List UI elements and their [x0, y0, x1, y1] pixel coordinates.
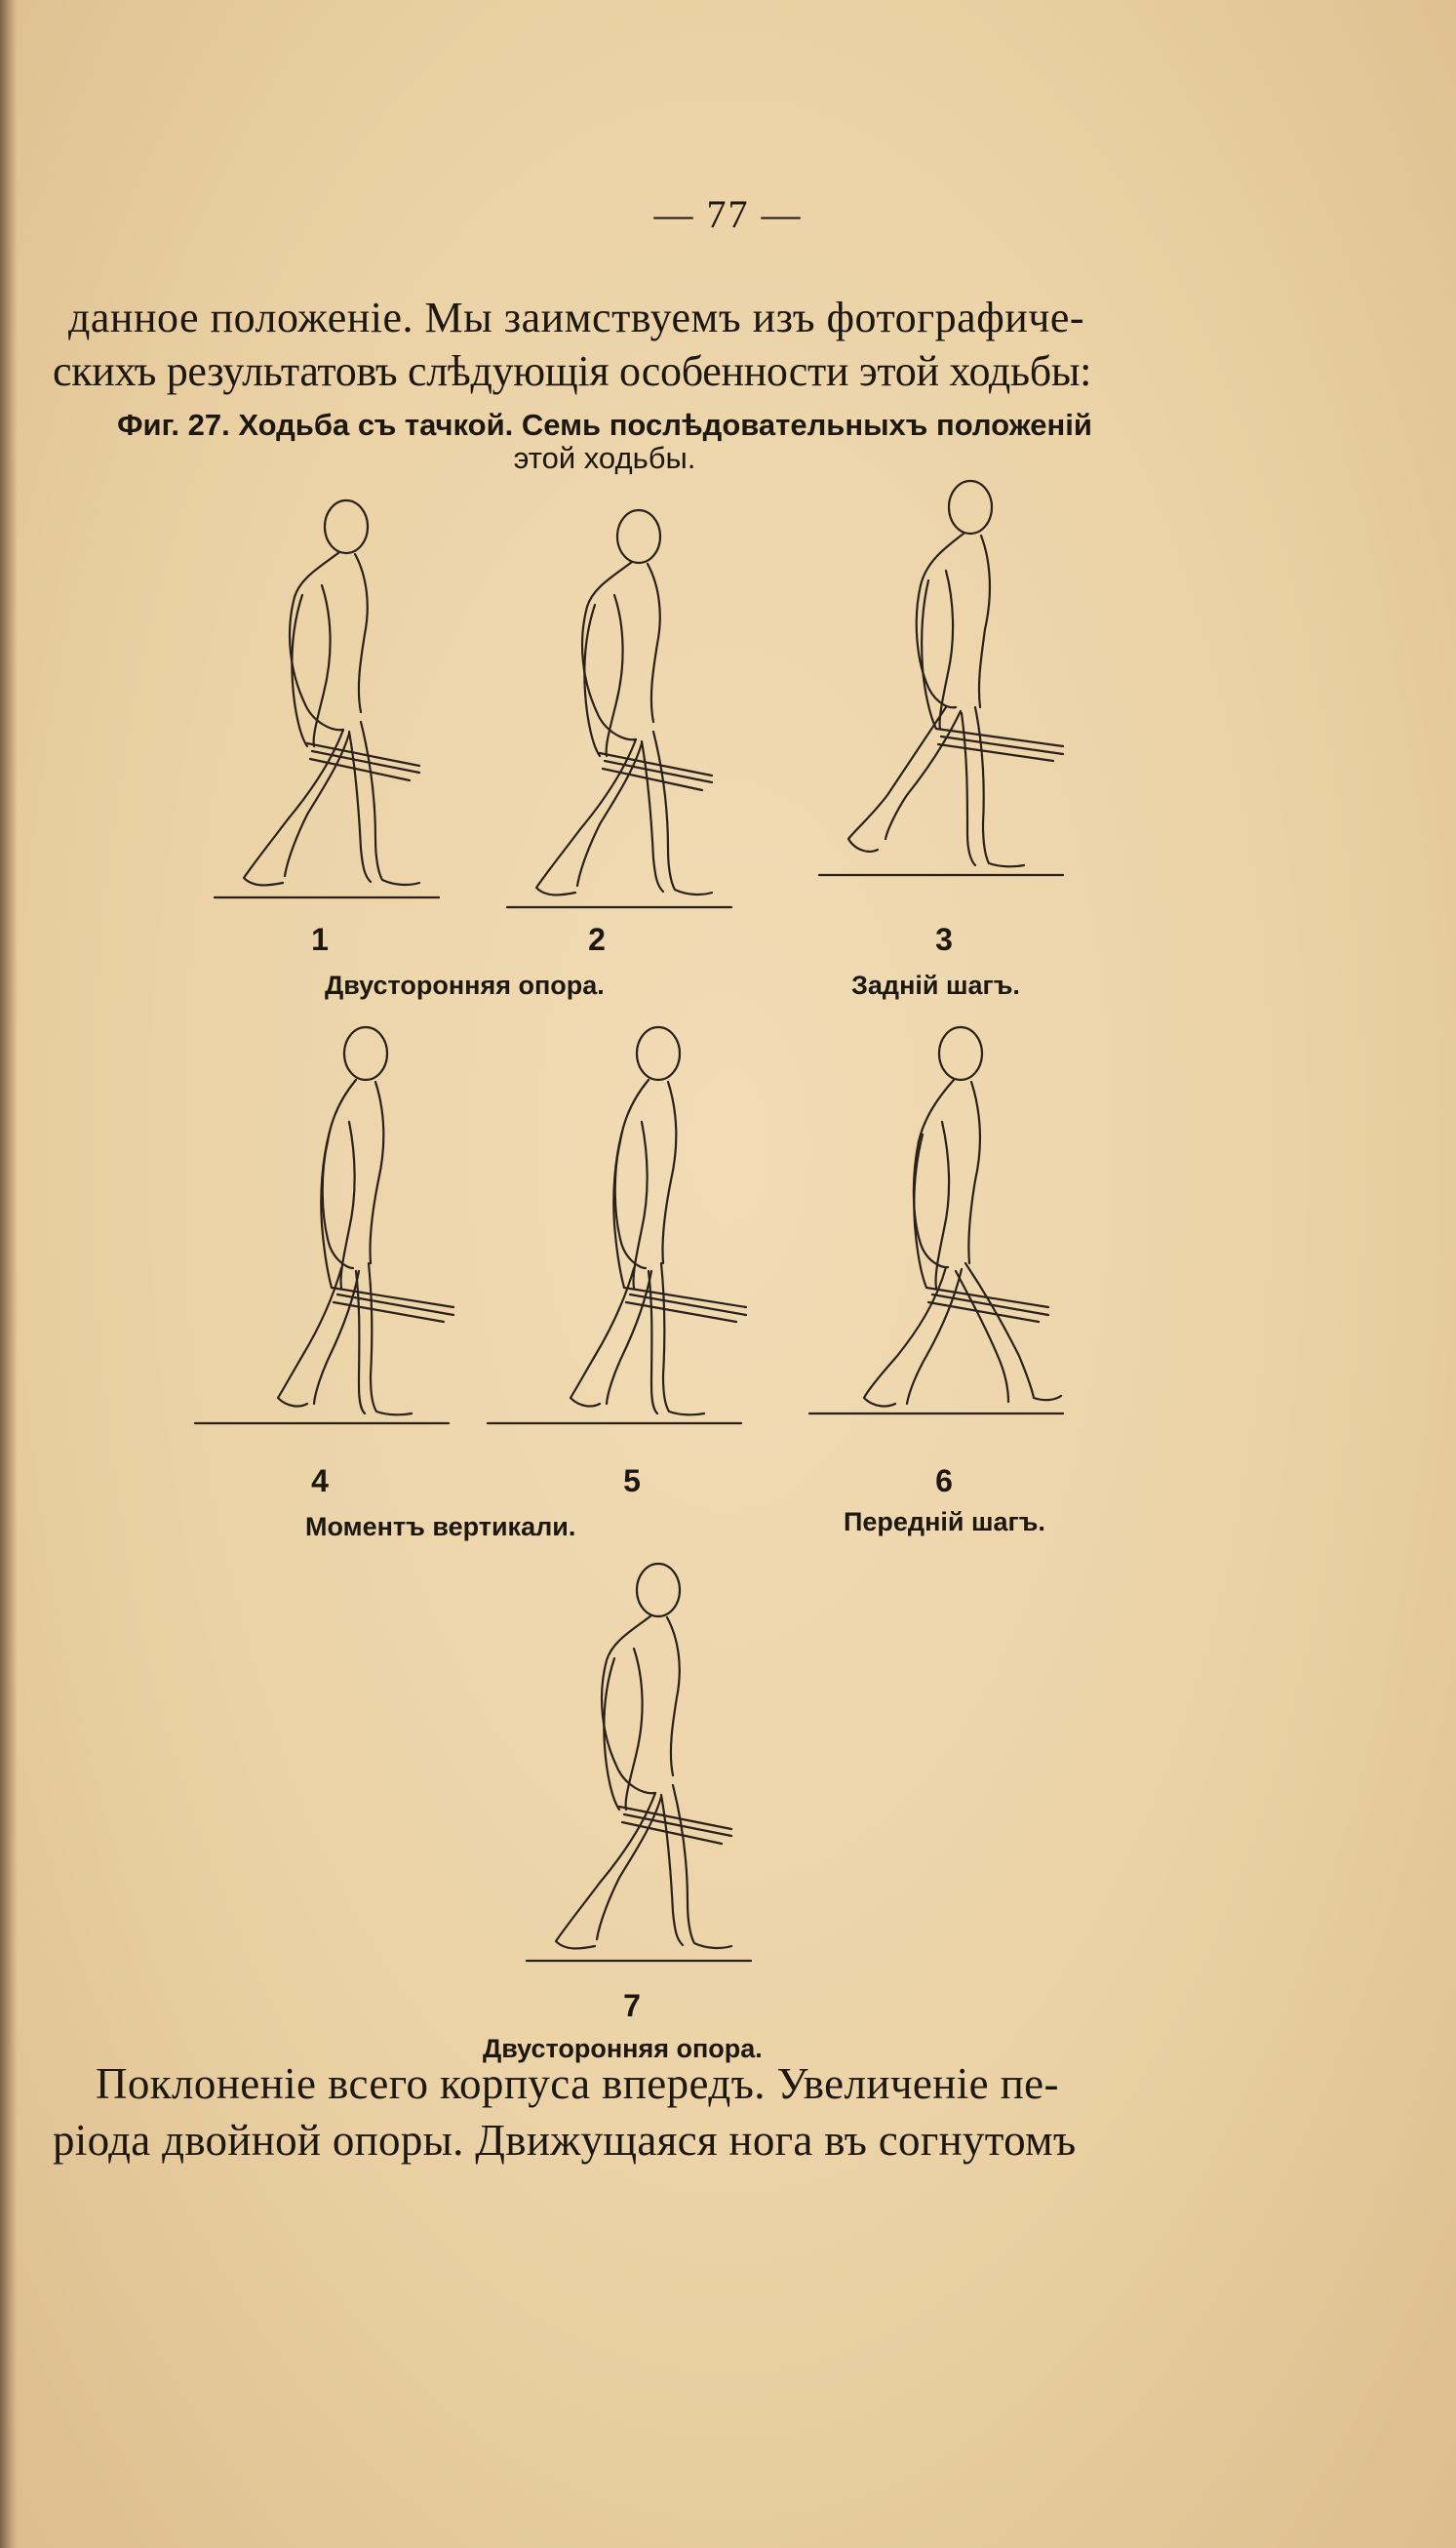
- figure-caption: Фиг. 27. Ходьба съ тачкой. Семь послѣдовательныхъ положенiй: [117, 408, 1092, 442]
- walking-figure-3: [800, 473, 1073, 893]
- walking-figure-4: [185, 1019, 458, 1439]
- position-label: Двусторонняя опора.: [325, 971, 605, 1000]
- position-label: Моментъ вертикали.: [305, 1512, 576, 1541]
- text-line-2: скихъ результатовъ слѣдующiя особенности этой ходьбы:: [53, 347, 1092, 395]
- position-number: 2: [588, 922, 606, 957]
- position-number: 6: [935, 1463, 953, 1498]
- text-line-3: Поклоненiе всего корпуса впередъ. Увеличенiе пе-: [96, 2059, 1059, 2108]
- page-binding-edge: [0, 0, 18, 2548]
- position-number: 7: [623, 1988, 641, 2023]
- page-number: — 77 —: [653, 192, 803, 236]
- walking-figure-2: [468, 498, 741, 917]
- position-number: 1: [311, 922, 329, 957]
- position-label: Заднiй шагъ.: [851, 971, 1020, 1000]
- walking-figure-5: [478, 1019, 751, 1439]
- position-label: Двусторонняя опора.: [483, 2034, 763, 2063]
- walking-figure-7: [488, 1551, 761, 1971]
- figure-caption-continued: этой ходьбы.: [513, 441, 696, 475]
- walking-figure-6: [800, 1019, 1073, 1439]
- position-label: Переднiй шагъ.: [844, 1507, 1045, 1536]
- position-number: 3: [935, 922, 953, 957]
- position-number: 4: [311, 1463, 329, 1498]
- text-line-1: данное положенiе. Мы заимствуемъ изъ фотографиче-: [68, 294, 1085, 341]
- text-line-4: рiода двойной опоры. Движущаяся нога въ согнутомъ: [53, 2116, 1077, 2165]
- walking-figure-1: [176, 488, 449, 907]
- position-number: 5: [623, 1463, 641, 1498]
